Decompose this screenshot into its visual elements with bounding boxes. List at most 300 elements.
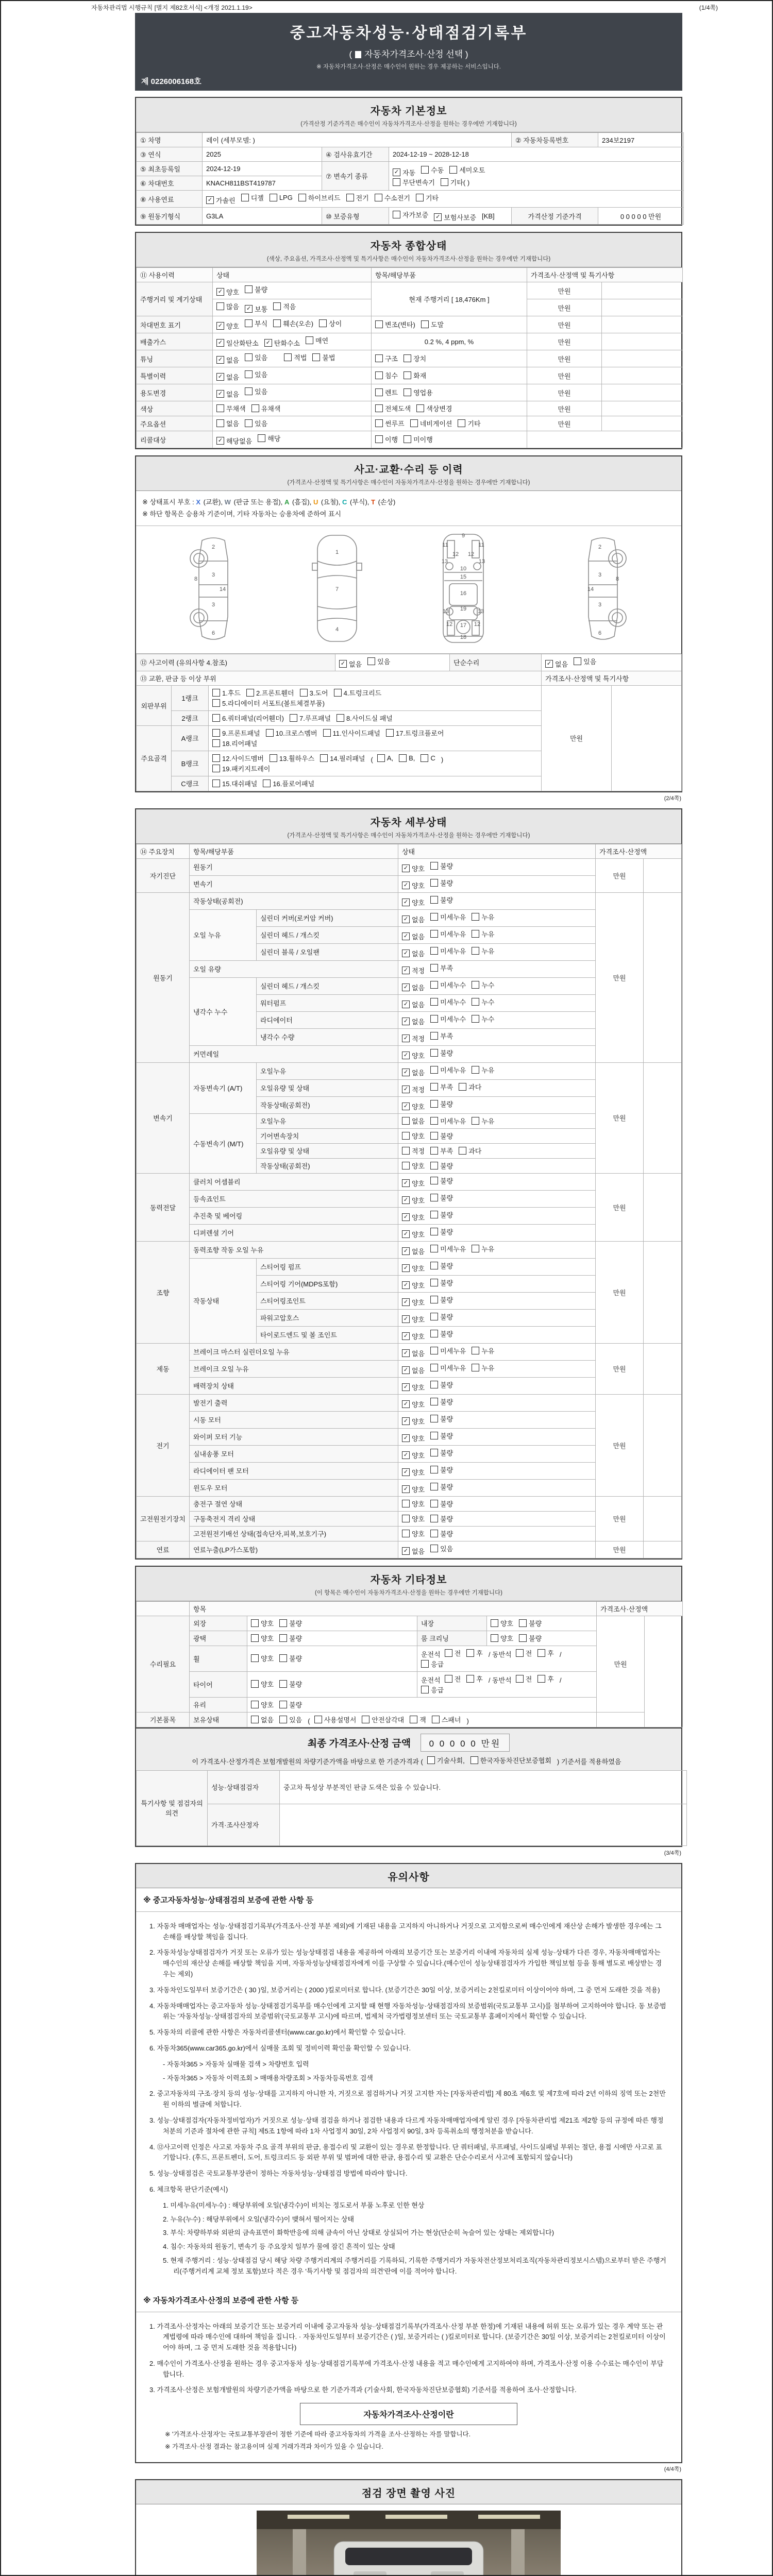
checkbox-양호[interactable] [402, 880, 425, 890]
checkbox-사용설명서[interactable] [314, 1715, 357, 1724]
remark-cell [602, 350, 683, 367]
checkbox-label: 불량 [440, 1530, 453, 1538]
checkbox-자동[interactable] [393, 167, 415, 177]
checkbox-LPG[interactable] [270, 194, 293, 201]
checkbox-있음[interactable] [245, 369, 267, 379]
checkbox-box-icon: ✓ [402, 1001, 410, 1008]
checkbox-label: 없음 [555, 660, 568, 668]
checkbox-하이브리드[interactable] [298, 193, 341, 202]
checkbox-label: 양호 [412, 1196, 425, 1205]
price-cell: 만원 [596, 858, 644, 892]
checkbox-있음[interactable] [245, 352, 267, 362]
checkbox-불량[interactable] [430, 1210, 453, 1219]
checkbox-썬루프[interactable] [375, 418, 405, 428]
checkbox-box-icon [519, 1634, 527, 1642]
checkbox-label: 화재 [413, 372, 427, 380]
checkbox-양호[interactable] [216, 287, 239, 297]
checkbox-미세누수[interactable] [430, 997, 466, 1007]
checkbox-양호[interactable] [402, 1263, 425, 1273]
checkbox-없음[interactable] [402, 1067, 425, 1077]
checkbox-보험사보증[interactable] [434, 212, 476, 222]
checkbox-해당[interactable] [258, 433, 280, 443]
checkbox-label: 불량 [440, 879, 453, 887]
overall-note: (색상, 주요옵션, 가격조사·산정액 및 특기사항은 매수인이 자동차가격조사·산정을 원하는 경우에만 기재합니다) [266, 256, 551, 262]
checkbox-전체도색[interactable] [375, 403, 411, 413]
checkbox-적정[interactable] [402, 1146, 425, 1156]
checkbox-불량[interactable] [430, 1380, 453, 1389]
checkbox-box-icon [459, 1083, 466, 1091]
checkbox-기타[interactable] [416, 193, 439, 202]
status-checks [398, 977, 596, 994]
checkbox-양호[interactable] [402, 1529, 425, 1538]
checkbox-가솔린[interactable] [206, 195, 236, 205]
checkbox-후[interactable] [537, 1648, 554, 1658]
status-checks [398, 1028, 596, 1045]
checkbox-9.프론트패널[interactable] [212, 728, 260, 738]
checkbox-탄화수소[interactable] [264, 338, 300, 348]
checkbox-양호[interactable] [251, 1618, 274, 1628]
checkbox-없음[interactable] [216, 355, 239, 365]
checkbox-label: 누유 [481, 1364, 495, 1372]
checkbox-label: 양호 [412, 1230, 425, 1239]
checkbox-양호[interactable] [402, 1212, 425, 1222]
checkbox-3.도어[interactable] [300, 688, 328, 698]
checkbox-누수[interactable] [472, 1014, 494, 1024]
field-label: ⑨ 원동기형식 [137, 208, 203, 225]
checkbox-불량[interactable] [430, 1448, 453, 1458]
checkbox-label: 적정 [412, 1086, 425, 1094]
checkbox-label: 많음 [226, 303, 240, 311]
checkbox-불량[interactable] [430, 1397, 453, 1406]
checkbox-2.프론트휀더[interactable] [246, 688, 294, 698]
checkbox-19.패키지트레이[interactable] [212, 764, 270, 773]
checkbox-후[interactable] [466, 1648, 483, 1658]
checkbox-전기[interactable] [346, 193, 369, 202]
checkbox-7.루프패널[interactable] [290, 713, 331, 723]
checkbox-label: 15.대쉬패널 [222, 779, 258, 788]
checkbox-불량[interactable] [430, 895, 453, 905]
checkbox-양호[interactable] [402, 1433, 425, 1443]
checkbox-양호[interactable] [402, 1499, 425, 1509]
checkbox-양호[interactable] [402, 1101, 425, 1111]
col-header: 상태 [213, 268, 372, 282]
checkbox-누유[interactable] [472, 1363, 494, 1372]
checkbox-box-icon [375, 194, 382, 201]
checkbox-누수[interactable] [472, 980, 494, 990]
checkbox-양호[interactable] [402, 1050, 425, 1060]
checkbox-label: 전기 [356, 194, 369, 202]
checkbox-불량[interactable] [430, 1329, 453, 1338]
checkbox-없음[interactable] [402, 931, 425, 941]
checkbox-있음[interactable] [430, 1544, 453, 1553]
checkbox-label: 적정 [412, 1147, 425, 1155]
checkbox-label: 양호 [261, 1619, 274, 1628]
checkbox-양호[interactable] [402, 1416, 425, 1426]
checkbox-양호[interactable] [402, 1161, 425, 1171]
checkbox-부족[interactable] [430, 963, 453, 973]
checkbox-없음[interactable] [339, 659, 362, 669]
checkbox-18.리어패널[interactable] [212, 738, 257, 748]
checkbox-불량[interactable] [430, 1131, 453, 1141]
checkbox-적정[interactable] [402, 965, 425, 975]
checkbox-A,[interactable] [377, 754, 393, 762]
checkbox-미세누유[interactable] [430, 1363, 466, 1372]
checkbox-미세누수[interactable] [430, 1014, 466, 1024]
checkbox-양호[interactable] [251, 1633, 274, 1643]
checkbox-잭[interactable] [410, 1715, 426, 1724]
checkbox-불량[interactable] [430, 1465, 453, 1475]
checkbox-11.인사이드패널[interactable] [323, 728, 380, 738]
checkbox-label: 없음 [412, 1247, 425, 1256]
checkbox-도말[interactable] [421, 319, 444, 329]
checkbox-불량[interactable] [430, 1312, 453, 1321]
checkbox-영업용[interactable] [404, 387, 433, 397]
checkbox-많음[interactable] [216, 301, 239, 311]
checkbox-불량[interactable] [430, 1278, 453, 1287]
checkbox-부식[interactable] [245, 318, 267, 328]
status-checks [398, 1445, 596, 1462]
checkbox-box-icon: ✓ [402, 1264, 410, 1272]
checkbox-box-icon [258, 434, 265, 442]
checkbox-부족[interactable] [430, 1082, 453, 1092]
checkbox-미세누유[interactable] [430, 946, 466, 956]
checkbox-누유[interactable] [472, 929, 494, 939]
checkbox-label: 7.루프패널 [299, 714, 331, 722]
col-header: ⑪ 사용이력 [137, 268, 213, 282]
checkbox-B,[interactable] [399, 754, 415, 762]
checkbox-전[interactable] [516, 1648, 532, 1658]
checkbox-양호[interactable] [402, 863, 425, 873]
checkbox-box-icon [212, 699, 220, 707]
checkbox-미세누유[interactable] [430, 1116, 466, 1126]
checkbox-없음[interactable] [402, 1116, 425, 1126]
checkbox-box-icon [245, 419, 253, 427]
checkbox-label: 부족 [440, 1083, 453, 1091]
checkbox-양호[interactable] [402, 1514, 425, 1523]
checkbox-불량[interactable] [279, 1700, 302, 1709]
engine-type-value: G3LA [203, 208, 322, 225]
checkbox-양호[interactable] [251, 1700, 274, 1709]
checkbox-불량[interactable] [430, 1161, 453, 1171]
row-label: 리콜대상 [137, 431, 213, 448]
checkbox-label: 미세누수 [440, 981, 466, 989]
status-checks [398, 1143, 596, 1158]
checkbox-box-icon: ✓ [402, 1366, 410, 1374]
checkbox-없음[interactable] [402, 1546, 425, 1556]
checkbox-13.휠하우스[interactable] [270, 753, 314, 763]
checkbox-전[interactable] [445, 1674, 461, 1684]
checkbox-있음[interactable] [245, 386, 267, 396]
checkbox-양호[interactable] [402, 1131, 425, 1141]
checkbox-색상변경[interactable] [416, 403, 452, 413]
status-checks [398, 1511, 596, 1526]
checkbox-불량[interactable] [430, 1499, 453, 1509]
checkbox-양호[interactable] [402, 1297, 425, 1307]
checkbox-양호[interactable] [402, 1382, 425, 1392]
checkbox-양호[interactable] [491, 1633, 513, 1643]
checkbox-16.플로어패널[interactable] [263, 778, 314, 788]
checkbox-응급[interactable] [421, 1685, 444, 1694]
checkbox-label: 16.플로어패널 [273, 779, 315, 788]
checkbox-스패너[interactable] [432, 1715, 461, 1724]
checkbox-부족[interactable] [430, 1031, 453, 1041]
checkbox-4.트렁크리드[interactable] [334, 688, 382, 698]
item-label: 오일유량 및 상태 [257, 1143, 398, 1158]
status-checks [398, 1496, 596, 1511]
checkbox-없음[interactable] [402, 982, 425, 992]
checkbox-불법[interactable] [312, 352, 335, 362]
checkbox-구조[interactable] [375, 353, 398, 363]
checkbox-없음[interactable] [402, 1016, 425, 1026]
checkbox-응급[interactable] [421, 1659, 444, 1669]
checkbox-label: 불량 [440, 1398, 453, 1406]
checkbox-양호[interactable] [402, 1314, 425, 1324]
checkbox-양호[interactable] [402, 897, 425, 907]
checkbox-box-icon [432, 1716, 440, 1723]
checkbox-양호[interactable] [402, 1195, 425, 1205]
checkbox-불량[interactable] [430, 1414, 453, 1423]
checkbox-렌트[interactable] [375, 387, 398, 397]
checkbox-없음[interactable] [216, 372, 239, 382]
checkbox-box-icon: ✓ [402, 984, 410, 991]
checkbox-1.후드[interactable] [212, 688, 241, 698]
checkbox-없음[interactable] [402, 1348, 425, 1358]
checkbox-적정[interactable] [402, 1084, 425, 1094]
checkbox-한국자동차진단보증협회[interactable] [470, 1755, 551, 1765]
checkbox-있음[interactable] [245, 418, 267, 428]
checkbox-box-icon [404, 354, 411, 362]
checkbox-불량[interactable] [430, 878, 453, 888]
checkbox-양호[interactable] [491, 1618, 513, 1628]
checkbox-불량[interactable] [430, 1529, 453, 1538]
checkbox-전[interactable] [516, 1674, 532, 1684]
checkbox-있음[interactable] [574, 656, 596, 666]
checkbox-디젤[interactable] [241, 193, 264, 202]
checkbox-무단변속기[interactable] [393, 177, 435, 187]
checkbox-label: 누유 [481, 930, 495, 938]
status-code-T: T (손상) [371, 498, 396, 506]
checkbox-미세누수[interactable] [430, 980, 466, 990]
checkbox-15.대쉬패널[interactable] [212, 778, 257, 788]
checkbox-label: 불량 [289, 1619, 303, 1628]
row-label: 튜닝 [137, 350, 213, 367]
checkbox-label: 매연 [315, 337, 329, 345]
checkbox-불량[interactable] [279, 1633, 302, 1643]
row-label: 룸 크리닝 [417, 1631, 487, 1646]
checkbox-있음[interactable] [367, 656, 390, 666]
checkbox-불량[interactable] [245, 284, 267, 294]
checkbox-기타[interactable] [458, 418, 480, 428]
checkbox-양호[interactable] [402, 1484, 425, 1494]
checkbox-box-icon [402, 1132, 410, 1140]
checkbox-없음[interactable] [216, 418, 239, 428]
checkbox-양호[interactable] [402, 1178, 425, 1188]
checkbox-장치[interactable] [404, 353, 426, 363]
checkbox-없음[interactable] [251, 1715, 274, 1724]
checkbox-부족[interactable] [430, 1146, 453, 1156]
checkbox-양호[interactable] [251, 1653, 274, 1663]
checkbox-없음[interactable] [402, 948, 425, 958]
checkbox-box-icon [279, 1716, 287, 1723]
mileage-amount-checks [213, 299, 372, 316]
checkbox-화재[interactable] [404, 370, 426, 380]
checkbox-불량[interactable] [279, 1679, 302, 1689]
checkbox-box-icon: ✓ [206, 196, 214, 204]
checkbox-불량[interactable] [430, 1482, 453, 1492]
checkbox-불량[interactable] [430, 1227, 453, 1236]
checkbox-불량[interactable] [279, 1618, 302, 1628]
remark-cell [644, 892, 682, 1062]
checkbox-일산화탄소[interactable] [216, 338, 259, 348]
checkbox-미세누유[interactable] [430, 912, 466, 922]
checkbox-변조(변타)[interactable] [375, 319, 415, 329]
checkbox-없음[interactable] [402, 1365, 425, 1375]
checkbox-label: 불법 [322, 354, 335, 362]
checkbox-후[interactable] [537, 1674, 554, 1684]
price-cell: 만원 [527, 401, 602, 416]
checkbox-불량[interactable] [430, 1099, 453, 1109]
checkbox-없음[interactable] [402, 1246, 425, 1256]
checkbox-불량[interactable] [430, 1176, 453, 1185]
checkbox-미세누유[interactable] [430, 929, 466, 939]
checkbox-과다[interactable] [459, 1082, 481, 1092]
checkbox-10.크로스멤버[interactable] [266, 728, 317, 738]
checkbox-전[interactable] [445, 1648, 461, 1658]
checkbox-label: 부족 [440, 1147, 453, 1155]
checkbox-후[interactable] [466, 1674, 483, 1684]
checkbox-label: 해당 [267, 435, 281, 443]
rank1-checks [209, 685, 542, 710]
checkbox-label: LPG [279, 194, 293, 201]
checkbox-6.쿼터패널(리어휀더)[interactable] [212, 713, 284, 723]
checkbox-없음[interactable] [402, 914, 425, 924]
checkbox-양호[interactable] [216, 321, 239, 331]
checkbox-label: 양호 [412, 865, 425, 873]
checkbox-label: 불량 [440, 1162, 453, 1170]
checkbox-누수[interactable] [472, 997, 494, 1007]
checkbox-8.사이드실 패널[interactable] [337, 713, 393, 723]
checkbox-label: 양호 [261, 1634, 274, 1642]
checkbox-무채색[interactable] [216, 403, 246, 413]
checkbox-불량[interactable] [430, 1261, 453, 1270]
checkbox-보통[interactable] [245, 304, 267, 314]
checkbox-불량[interactable] [279, 1653, 302, 1663]
tire-position-checks [417, 1671, 597, 1697]
checkbox-label: 불량 [440, 1483, 453, 1491]
checkbox-양호[interactable] [402, 1229, 425, 1239]
checkbox-C[interactable] [421, 754, 435, 762]
detail-row [137, 1173, 682, 1190]
checkbox-label: 양호 [412, 1530, 425, 1538]
checkbox-세미오토[interactable] [449, 165, 485, 175]
checkbox-불량[interactable] [519, 1633, 542, 1643]
checkbox-양호[interactable] [402, 1450, 425, 1460]
checkbox-적정[interactable] [402, 1033, 425, 1043]
checkbox-없음[interactable] [402, 999, 425, 1009]
checkbox-불량[interactable] [430, 1431, 453, 1440]
checkbox-누유[interactable] [472, 1346, 494, 1355]
checkbox-유채색[interactable] [251, 403, 281, 413]
checkbox-14.필러패널[interactable] [320, 753, 365, 763]
checkbox-미세누유[interactable] [430, 1065, 466, 1075]
subtitle-open-paren: ( [349, 49, 352, 59]
checkbox-label: 없음 [412, 984, 425, 992]
checkbox-양호[interactable] [402, 1331, 425, 1341]
checkbox-5.라디에이터 서포트(볼트체결부품)[interactable] [212, 698, 325, 708]
checkbox-훼손(오손)[interactable] [273, 318, 313, 328]
checkbox-불량[interactable] [430, 861, 453, 871]
checkbox-수동[interactable] [421, 165, 444, 175]
checkbox-수소전기[interactable] [375, 193, 410, 202]
checkbox-네비게이션[interactable] [410, 418, 452, 428]
checkbox-불량[interactable] [430, 1048, 453, 1058]
checkbox-불량[interactable] [430, 1514, 453, 1523]
checkbox-불량[interactable] [519, 1618, 542, 1628]
panel-number-2: 2 [211, 544, 215, 550]
checkbox-17.트렁크플로어[interactable] [386, 728, 444, 738]
checkbox-이행[interactable] [375, 434, 398, 444]
checkbox-label: 없음 [412, 1366, 425, 1375]
checkbox-누유[interactable] [472, 1116, 494, 1126]
checkbox-있음[interactable] [279, 1715, 302, 1724]
checkbox-양호[interactable] [402, 1399, 425, 1409]
checkbox-기타( )[interactable] [441, 177, 469, 187]
checkbox-label: 불량 [440, 1262, 453, 1270]
checkbox-label: 14.필러패널 [330, 754, 365, 762]
checkbox-누유[interactable] [472, 912, 494, 922]
checkbox-label: 없음 [412, 933, 425, 941]
checkbox-해당없음[interactable] [216, 436, 252, 446]
item-label: 윈도우 모터 [190, 1479, 398, 1496]
checkbox-box-icon [430, 1515, 438, 1522]
subtitle-text: 자동차가격조사·산정 선택 [364, 49, 463, 59]
check-group-text: ) [441, 755, 444, 764]
checkbox-불량[interactable] [430, 1193, 453, 1202]
checkbox-양호[interactable] [402, 1280, 425, 1290]
checkbox-적음[interactable] [273, 301, 296, 311]
checkbox-누유[interactable] [472, 946, 494, 956]
checkbox-없음[interactable] [545, 659, 568, 669]
checkbox-상이[interactable] [319, 318, 342, 328]
checkbox-미세누유[interactable] [430, 1346, 466, 1355]
checkbox-적법[interactable] [284, 352, 307, 362]
checkbox-기술사회,[interactable] [427, 1755, 465, 1765]
checkbox-box-icon: ✓ [402, 882, 410, 889]
basic-info-title: 자동차 기본정보 [370, 106, 447, 117]
checkbox-12.사이드멤버[interactable] [212, 753, 264, 763]
check-group-text: ) [466, 1717, 469, 1725]
checkbox-침수[interactable] [375, 370, 398, 380]
checkbox-양호[interactable] [251, 1679, 274, 1689]
checkbox-과다[interactable] [459, 1146, 481, 1156]
checkbox-양호[interactable] [402, 1467, 425, 1477]
checkbox-없음[interactable] [216, 389, 239, 399]
remark-cell [602, 282, 683, 299]
checkbox-미이행[interactable] [404, 434, 433, 444]
checkbox-안전삼각대[interactable] [362, 1715, 404, 1724]
checkbox-누유[interactable] [472, 1244, 494, 1253]
checkbox-불량[interactable] [430, 1295, 453, 1304]
price-cell: 만원 [527, 350, 602, 367]
check-group-text: 운전석 [421, 1650, 441, 1658]
plate-number-value: 234보2197 [598, 133, 684, 147]
checkbox-자가보증[interactable] [393, 210, 428, 219]
checkbox-미세누유[interactable] [430, 1244, 466, 1253]
checkbox-누유[interactable] [472, 1065, 494, 1075]
checkbox-box-icon: ✓ [245, 305, 253, 313]
checkbox-매연[interactable] [306, 335, 328, 345]
accident-note: (가격조사·산정액 및 특기사항은 매수인이 자동차가격조사·산정을 원하는 경우에만 기재합니다) [287, 480, 530, 486]
